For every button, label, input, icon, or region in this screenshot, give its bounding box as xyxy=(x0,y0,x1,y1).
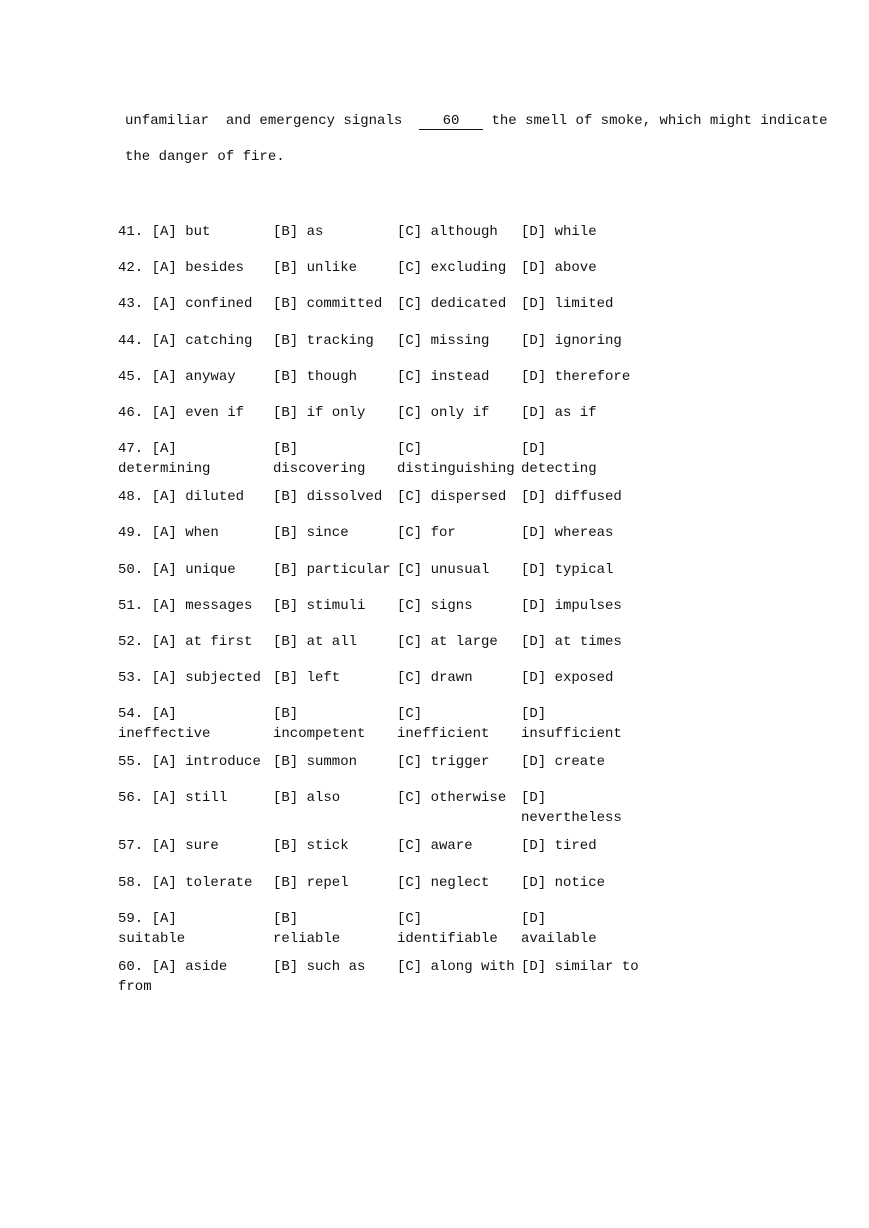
option-a: [A] messages xyxy=(151,597,253,614)
question-number: 56. xyxy=(118,790,144,807)
option-d: [D] nevertheless xyxy=(521,790,622,827)
option-d: [D] similar to xyxy=(521,958,639,975)
option-b: [B] as xyxy=(273,224,324,240)
option-a: [A] subjected xyxy=(151,670,261,687)
question-51 xyxy=(118,596,678,632)
option-c: [C] at large xyxy=(397,633,498,650)
question-number: 44. xyxy=(118,332,144,349)
option-b: [B] discovering xyxy=(273,441,366,478)
option-b: [B] since xyxy=(273,525,349,542)
option-d: [D] as if xyxy=(521,404,597,421)
question-42 xyxy=(118,258,678,294)
option-d: [D] detecting xyxy=(521,441,597,478)
option-a: [A] diluted xyxy=(151,489,245,506)
option-b: [B] stick xyxy=(273,838,349,855)
option-a: [A] at first xyxy=(151,633,253,650)
option-b: [B] incompetent xyxy=(273,706,366,743)
option-c: [C] for xyxy=(397,525,456,542)
option-c: [C] unusual xyxy=(397,561,490,578)
option-a: [A] introduce xyxy=(151,754,261,771)
option-a: [A] confined xyxy=(151,296,253,313)
option-a: [A] determining xyxy=(118,441,211,478)
option-d: [D] exposed xyxy=(521,670,614,687)
option-b: [B] repel xyxy=(273,874,349,891)
option-c: [C] only if xyxy=(397,404,490,421)
option-a: [A] tolerate xyxy=(151,874,253,891)
question-59 xyxy=(118,909,678,957)
option-a: [A] even if xyxy=(151,404,245,421)
option-c: [C] along with xyxy=(397,958,515,975)
option-a: [A] unique xyxy=(151,561,236,578)
option-b: [B] tracking xyxy=(273,332,374,349)
question-48 xyxy=(118,487,678,523)
question-number: 47. xyxy=(118,441,144,458)
option-c: [C] although xyxy=(397,224,498,240)
option-b: [B] stimuli xyxy=(273,597,366,614)
question-60 xyxy=(118,957,678,993)
option-d: [D] diffused xyxy=(521,489,622,506)
option-a: [A] catching xyxy=(151,332,253,349)
question-44 xyxy=(118,331,678,367)
question-options-list xyxy=(118,222,678,993)
question-number: 57. xyxy=(118,838,144,855)
option-c: [C] identifiable xyxy=(397,910,498,947)
question-57 xyxy=(118,836,678,872)
question-53 xyxy=(118,668,678,704)
question-50 xyxy=(118,560,678,596)
option-c: [C] aware xyxy=(397,838,473,855)
option-d: [D] typical xyxy=(521,561,614,578)
passage-text-before-blank: unfamiliar and emergency signals xyxy=(125,113,420,129)
passage-line-2: the danger of fire. xyxy=(125,149,285,165)
option-d: [D] available xyxy=(521,910,597,947)
option-d: [D] limited xyxy=(521,296,614,313)
question-52 xyxy=(118,632,678,668)
question-55 xyxy=(118,752,678,788)
option-c: [C] excluding xyxy=(397,260,507,277)
option-c: [C] missing xyxy=(397,332,490,349)
option-d: [D] while xyxy=(521,224,597,240)
option-b: [B] committed xyxy=(273,296,383,313)
option-a: [A] anyway xyxy=(151,368,236,385)
option-c: [C] trigger xyxy=(397,754,490,771)
option-d: [D] notice xyxy=(521,874,606,891)
option-c: [C] neglect xyxy=(397,874,490,891)
option-d: [D] at times xyxy=(521,633,622,650)
option-a: [A] aside from xyxy=(118,958,228,995)
option-d: [D] ignoring xyxy=(521,332,622,349)
option-a: [A] still xyxy=(151,790,228,807)
option-c: [C] distinguishing xyxy=(397,441,515,478)
option-b: [B] if only xyxy=(273,404,366,421)
question-number: 42. xyxy=(118,260,144,277)
option-c: [C] otherwise xyxy=(397,790,507,807)
question-number: 53. xyxy=(118,670,144,687)
question-number: 54. xyxy=(118,706,144,723)
question-49 xyxy=(118,523,678,559)
question-54 xyxy=(118,704,678,752)
question-number: 59. xyxy=(118,910,144,927)
option-b: [B] summon xyxy=(273,754,358,771)
question-46 xyxy=(118,403,678,439)
option-c: [C] instead xyxy=(397,368,490,385)
option-c: [C] drawn xyxy=(397,670,473,687)
question-number: 41. xyxy=(118,224,144,240)
option-c: [C] dispersed xyxy=(397,489,507,506)
question-56 xyxy=(118,788,678,836)
option-b: [B] unlike xyxy=(273,260,358,277)
question-43 xyxy=(118,294,678,330)
passage-text-after-blank: the smell of smoke, which might indicate xyxy=(483,113,828,129)
question-number: 55. xyxy=(118,754,144,771)
option-d: [D] above xyxy=(521,260,597,277)
option-a: [A] suitable xyxy=(118,910,186,947)
option-c: [C] inefficient xyxy=(397,706,490,743)
option-a: [A] sure xyxy=(151,838,219,855)
question-number: 52. xyxy=(118,633,144,650)
question-number: 43. xyxy=(118,296,144,313)
question-number: 45. xyxy=(118,368,144,385)
question-47 xyxy=(118,439,678,487)
question-58 xyxy=(118,873,678,909)
option-d: [D] therefore xyxy=(521,368,631,385)
option-c: [C] dedicated xyxy=(397,296,507,313)
question-45 xyxy=(118,367,678,403)
option-a: [A] ineffective xyxy=(118,706,211,743)
option-b: [B] though xyxy=(273,368,358,385)
question-41 xyxy=(118,222,678,258)
option-b: [B] reliable xyxy=(273,910,341,947)
blank-60: 60 xyxy=(419,113,483,130)
option-b: [B] such as xyxy=(273,958,366,975)
option-d: [D] whereas xyxy=(521,525,614,542)
question-number: 50. xyxy=(118,561,144,578)
option-b: [B] also xyxy=(273,790,341,807)
option-d: [D] impulses xyxy=(521,597,622,614)
option-c: [C] signs xyxy=(397,597,473,614)
option-b: [B] left xyxy=(273,670,341,687)
option-a: [A] besides xyxy=(151,260,245,277)
option-d: [D] insufficient xyxy=(521,706,622,743)
option-d: [D] create xyxy=(521,754,606,771)
option-b: [B] particular xyxy=(273,561,391,578)
question-number: 60. xyxy=(118,958,144,975)
question-number: 49. xyxy=(118,525,144,542)
question-number: 46. xyxy=(118,404,144,421)
question-number: 58. xyxy=(118,874,144,891)
option-b: [B] at all xyxy=(273,633,358,650)
passage-line-1 xyxy=(125,111,828,131)
option-a: [A] when xyxy=(151,525,219,542)
option-d: [D] tired xyxy=(521,838,597,855)
question-number: 48. xyxy=(118,489,144,506)
option-b: [B] dissolved xyxy=(273,489,383,506)
option-a: [A] but xyxy=(151,224,211,240)
question-number: 51. xyxy=(118,597,144,614)
